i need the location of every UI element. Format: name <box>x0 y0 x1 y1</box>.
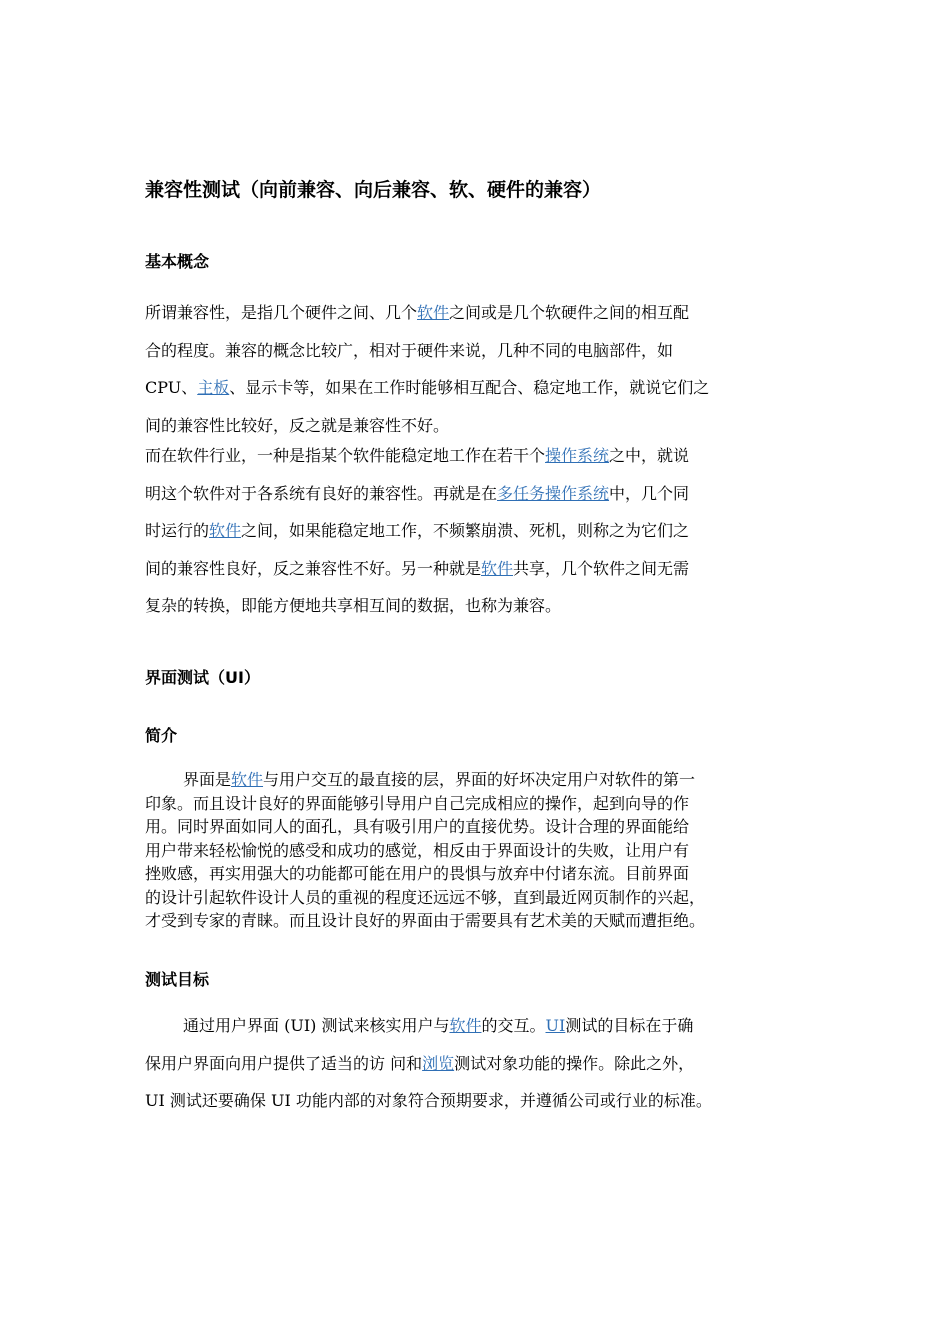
paragraph-software-compat <box>145 437 805 625</box>
text-line: 合的程度。兼容的概念比较广，相对于硬件来说，几种不同的电脑部件，如 <box>145 340 674 360</box>
link-motherboard[interactable]: 主板 <box>197 378 230 397</box>
text-line: 间的兼容性比较好，反之就是兼容性不好。 <box>145 415 450 435</box>
paragraph-compat-definition <box>145 294 805 444</box>
paragraph-ui-intro <box>145 768 805 933</box>
paragraph-test-goal <box>145 1007 805 1120</box>
text-line: 才受到专家的青睐。而且设计良好的界面由于需要具有艺术美的天赋而遭拒绝。 <box>145 911 706 930</box>
link-ui[interactable]: UI <box>545 1016 566 1035</box>
text-line: 明这个软件对于各系统有良好的兼容性。再就是在多任务操作系统中，几个同 <box>145 483 690 503</box>
text-line: 用户带来轻松愉悦的感受和成功的感觉，相反由于界面设计的失败，让用户有 <box>145 840 690 860</box>
text-line: 而在软件行业，一种是指某个软件能稳定地工作在若干个操作系统之中，就说 <box>145 446 690 465</box>
heading-intro: 简介 <box>145 726 178 745</box>
text-line: 复杂的转换，即能方便地共享相互间的数据，也称为兼容。 <box>145 596 562 615</box>
link-software[interactable]: 软件 <box>417 303 450 322</box>
text-line: 所谓兼容性，是指几个硬件之间、几个软件之间或是几个软硬件之间的相互配 <box>145 303 690 322</box>
text-line: CPU、主板、显示卡等，如果在工作时能够相互配合、稳定地工作，就说它们之 <box>145 378 710 397</box>
text-line: 时运行的软件之间，如果能稳定地工作，不频繁崩溃、死机，则称之为它们之 <box>145 521 690 540</box>
heading-test-goal: 测试目标 <box>145 970 210 989</box>
link-software[interactable]: 软件 <box>449 1016 482 1035</box>
heading-ui-test: 界面测试（UI） <box>145 668 260 687</box>
text-line: 挫败感，再实用强大的功能都可能在用户的畏惧与放弃中付诸东流。目前界面 <box>145 864 690 883</box>
text-line: 用。同时界面如同人的面孔，具有吸引用户的直接优势。设计合理的界面能给 <box>145 817 690 836</box>
text-line: 间的兼容性良好，反之兼容性不好。另一种就是软件共享，几个软件之间无需 <box>145 558 690 578</box>
text-line: 印象。而且设计良好的界面能够引导用户自己完成相应的操作，起到向导的作 <box>145 793 690 813</box>
text-line: 的设计引起软件设计人员的重视的程度还远远不够，直到最近网页制作的兴起， <box>145 887 706 907</box>
link-multitask-os[interactable]: 多任务操作系统 <box>497 483 610 503</box>
link-operating-system[interactable]: 操作系统 <box>545 446 610 465</box>
text-line: UI 测试还要确保 UI 功能内部的对象符合预期要求，并遵循公司或行业的标准。 <box>145 1091 712 1110</box>
text-line: 保用户界面向用户提供了适当的访 问和浏览测试对象功能的操作。除此之外， <box>145 1053 695 1073</box>
document-title: 兼容性测试（向前兼容、向后兼容、软、硬件的兼容） <box>145 179 602 201</box>
heading-basic-concept: 基本概念 <box>145 252 210 271</box>
link-software[interactable]: 软件 <box>209 521 242 540</box>
text-line: 通过用户界面 (UI) 测试来核实用户与软件的交互。UI测试的目标在于确 <box>183 1016 694 1035</box>
link-software[interactable]: 软件 <box>231 770 264 789</box>
link-software[interactable]: 软件 <box>481 558 514 578</box>
text-line: 界面是软件与用户交互的最直接的层，界面的好坏决定用户对软件的第一 <box>183 770 696 789</box>
link-browse[interactable]: 浏览 <box>422 1053 455 1073</box>
